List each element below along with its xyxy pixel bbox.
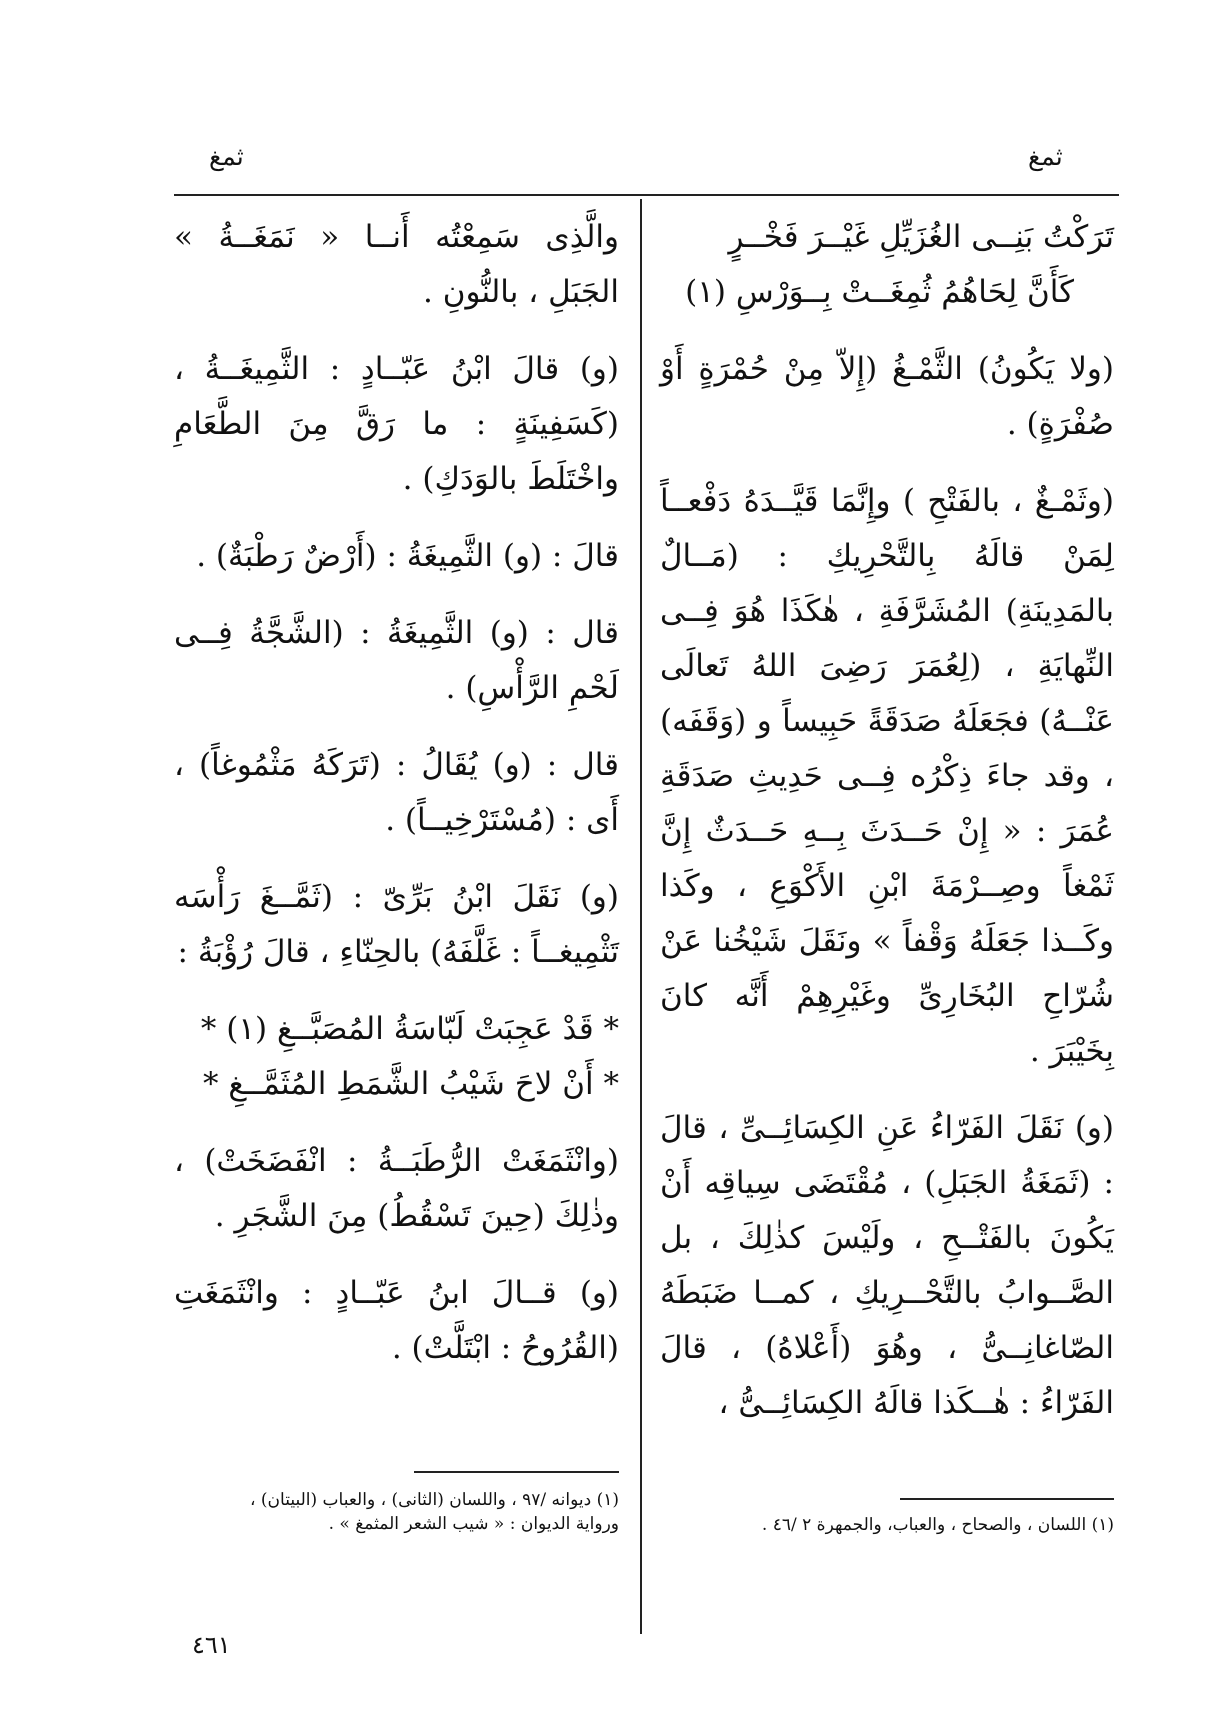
paragraph: (و) قــالَ ابنُ عَبّــادٍ : وانْثَمَغَتِ (القُرُوحُ : ابْتَلَّتْ) . — [174, 1275, 619, 1366]
paragraph: والَّذِى سَمِعْتُه أَنــا « نَمَغَــةُ » الجَبَلِ ، بالنُّونِ . — [174, 219, 619, 310]
verse-line: تَرَكْتُ بَنِــى الغُزَيِّلِ غَيْــرَ فَخْــرٍ — [728, 219, 1114, 255]
right-column — [660, 210, 1114, 1453]
paragraph: (و) نَقَلَ الفَرّاءُ عَنِ الكِسَائِــىِّ ، قالَ : (ثَمَغَةُ الجَبَلِ) ، مُقْتَضَى سِياقِه أَنْ يَكُونَ بالفَتْــحِ ، ولَيْسَ كذٰلِكَ ، بل الصَّــوابُ بالتَّحْــرِيكِ ، كمــا ضَبَطَهُ الصّاغانِــىُّ ، وهُوَ (أَعْلاهُ) ، قالَ الفَرّاءُ : هٰــكَذا قالَهُ الكِسَائِــىُّ ، — [660, 1110, 1114, 1421]
paragraph: قالَ : (و) الثَّمِيغَةُ : (أَرْضٌ رَطْبَةٌ) . — [196, 538, 619, 574]
page-header-right: ثمغ — [1028, 142, 1063, 171]
right-verse — [660, 210, 1114, 320]
left-verse — [174, 1002, 619, 1112]
footnote-rule-right — [900, 1498, 1114, 1500]
column-divider — [640, 199, 642, 1634]
verse-line: * قَدْ عَجِبَتْ لَبّاسَةُ المُصَبَّــغِ (١) * — [200, 1011, 619, 1047]
left-column — [174, 210, 619, 1398]
page-number: ٤٦١ — [192, 1631, 231, 1659]
page-header-left: ثمغ — [209, 142, 244, 171]
paragraph: (وانْثَمَغَتْ الرُّطَبَــةُ : انْفَضَخَتْ) ، وذٰلِكَ (حِينَ تَسْقُطُ) مِنَ الشَّجَرِ . — [174, 1143, 619, 1234]
footnote-line: (١) ديوانه /٩٧ ، واللسان (الثانى) ، والعباب (البيتان) ، — [250, 1490, 619, 1510]
footnote-rule-left — [414, 1471, 619, 1473]
paragraph: (ولا يَكُونُ) الثَّمْـغُ (إِلاّ مِنْ حُمْرَةٍ أَوْ صُفْرَةٍ) . — [660, 351, 1114, 442]
paragraph: قال : (و) الثَّمِيغَةُ : (الشَّجَّةُ فِــى لَحْمِ الرَّأْسِ) . — [174, 615, 619, 706]
paragraph: قال : (و) يُقَالُ : (تَرَكَهُ مَثْمُوغاً) ، أَى : (مُسْتَرْخِيــاً) . — [174, 747, 619, 838]
header-rule — [174, 194, 1119, 196]
footnote-line: (١) اللسان ، والصحاح ، والعباب، والجمهرة ٢ /٤٦ . — [761, 1515, 1114, 1535]
verse-line: * أَنْ لاحَ شَيْبُ الشَّمَطِ المُثَمَّــغِ * — [203, 1066, 619, 1102]
footnote-left — [174, 1488, 619, 1536]
verse-line: كَأَنَّ لِحَاهُمُ ثُمِغَــتْ بِــوَرْسِ (١) — [685, 274, 1074, 310]
paragraph: (وثَمْـغٌ ، بالفَتْحِ ) وإِنَّمَا قَيَّــدَهُ دَفْعــاً لِمَنْ قالَهُ بِالتَّحْرِيكِ : (مَــالٌ بالمَدِينَةِ) المُشَرَّفَةِ ، هٰكَذَا هُوَ فِــى النِّهايَةِ ، (لِعُمَرَ رَضِىَ اللهُ تَعالَى عَنْــهُ) فجَعَلَهُ صَدَقَةً حَبِيساً و (وَقَفَه) ، وقد جاءَ ذِكْرُه فِــى حَدِيثِ صَدَقَةِ عُمَرَ : « إِنْ حَــدَثَ بِــهِ حَــدَثٌ إِنَّ ثَمْغاً وصِــرْمَةَ ابْنِ الأَكْوَعِ ، وكَذا وكَــذا جَعَلَهُ وَقْفاً » ونَقَلَ شَيْخُنا عَنْ شُرّاحِ البُخَارِىِّ وغَيْرِهِمْ أَنَّه كانَ بِخَيْبَرَ . — [660, 483, 1114, 1069]
footnote-line: ورواية الديوان : « شيب الشعر المثمغ » . — [328, 1514, 619, 1534]
paragraph: (و) قالَ ابْنُ عَبّــادٍ : الثَّمِيغَــةُ ، (كَسَفِينَةٍ : ما رَقَّ مِنَ الطَّعَامِ واخْتَلَطَ بالوَدَكِ) . — [174, 351, 619, 497]
footnote-right — [660, 1513, 1114, 1537]
paragraph: (و) نَقَلَ ابْنُ بَرِّىّ : (ثَمَّــغَ رَأْسَه تَثْمِيغــاً : غَلَّفَهُ) بالحِنّاءِ ، قالَ رُؤْبَةُ : — [174, 879, 619, 970]
